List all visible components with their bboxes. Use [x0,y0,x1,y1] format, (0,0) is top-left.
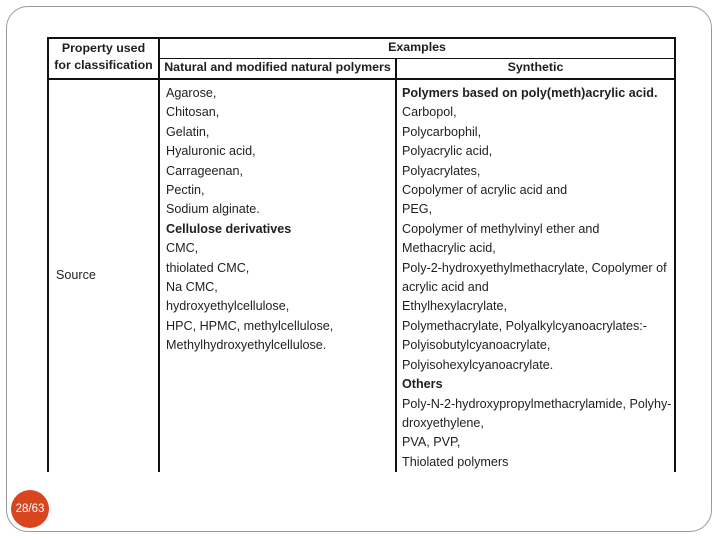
natural-polymer-item: Hyaluronic acid, [166,144,256,159]
synthetic-polymer-item: Carbopol, [402,105,457,120]
synthetic-polymer-item: Polymers based on poly(meth)acrylic acid. [402,86,658,100]
slide-number-badge: 28/63 [11,490,49,528]
synthetic-polymer-item: Polyacrylates, [402,163,481,178]
synthetic-polymer-item: Copolymer of methylvinyl ether and [402,221,600,236]
synthetic-polymer-item: PVA, PVP, [402,435,461,450]
natural-polymer-item: Na CMC, [166,280,218,295]
natural-polymer-item: Methylhydroxyethylcellulose. [166,338,327,353]
synthetic-polymer-item: PEG, [402,202,433,217]
synthetic-polymer-item: Polyisohexylcyanoacrylate. [402,357,554,372]
synthetic-polymer-item: Polyisobutylcyanoacrylate, [402,338,551,353]
natural-polymer-item: Cellulose derivatives [166,221,292,236]
natural-polymer-item: HPC, HPMC, methylcellulose, [166,318,334,333]
synthetic-polymer-item: acrylic acid and [402,280,489,295]
property-header-text: Property used for classification [54,41,153,72]
synthetic-examples-cell [396,79,675,472]
synthetic-polymer-item: Methacrylic acid, [402,241,496,256]
natural-header: Natural and modified natural polymers [159,59,396,80]
natural-polymer-item: Carrageenan, [166,163,244,178]
natural-polymer-item: thiolated CMC, [166,260,250,275]
classification-table [47,37,676,472]
natural-polymer-item: Chitosan, [166,105,220,120]
natural-polymer-item: CMC, [166,241,199,256]
synthetic-polymer-item: Others [402,377,443,392]
synthetic-polymer-item: droxyethylene, [402,415,484,430]
classification-table-image [47,37,675,467]
examples-header: Examples [159,38,675,59]
synthetic-polymer-item: Polycarbophil, [402,124,482,139]
synthetic-polymer-item: Poly-N-2-hydroxypropylmethacrylamide, Polyhy- [402,396,672,411]
natural-examples-cell [159,79,396,472]
synthetic-polymer-item: Copolymer of acrylic acid and [402,183,568,198]
synthetic-polymer-item: Polymethacrylate, Polyalkylcyanoacrylates:- [402,318,647,333]
natural-polymer-item: hydroxyethylcellulose, [166,299,290,314]
synthetic-header: Synthetic [396,59,675,80]
natural-polymer-item: Agarose, [166,86,217,100]
row-label-source: Source [48,79,159,472]
natural-polymer-item: Gelatin, [166,124,210,139]
natural-polymer-item: Sodium alginate. [166,202,260,217]
property-header [48,38,159,79]
synthetic-polymer-item: Poly-2-hydroxyethylmethacrylate, Copolymer of [402,260,667,275]
synthetic-polymer-item: Ethylhexylacrylate, [402,299,507,314]
synthetic-polymer-item: Polyacrylic acid, [402,144,493,159]
natural-polymer-item: Pectin, [166,183,205,198]
synthetic-polymer-item: Thiolated polymers [402,454,509,469]
